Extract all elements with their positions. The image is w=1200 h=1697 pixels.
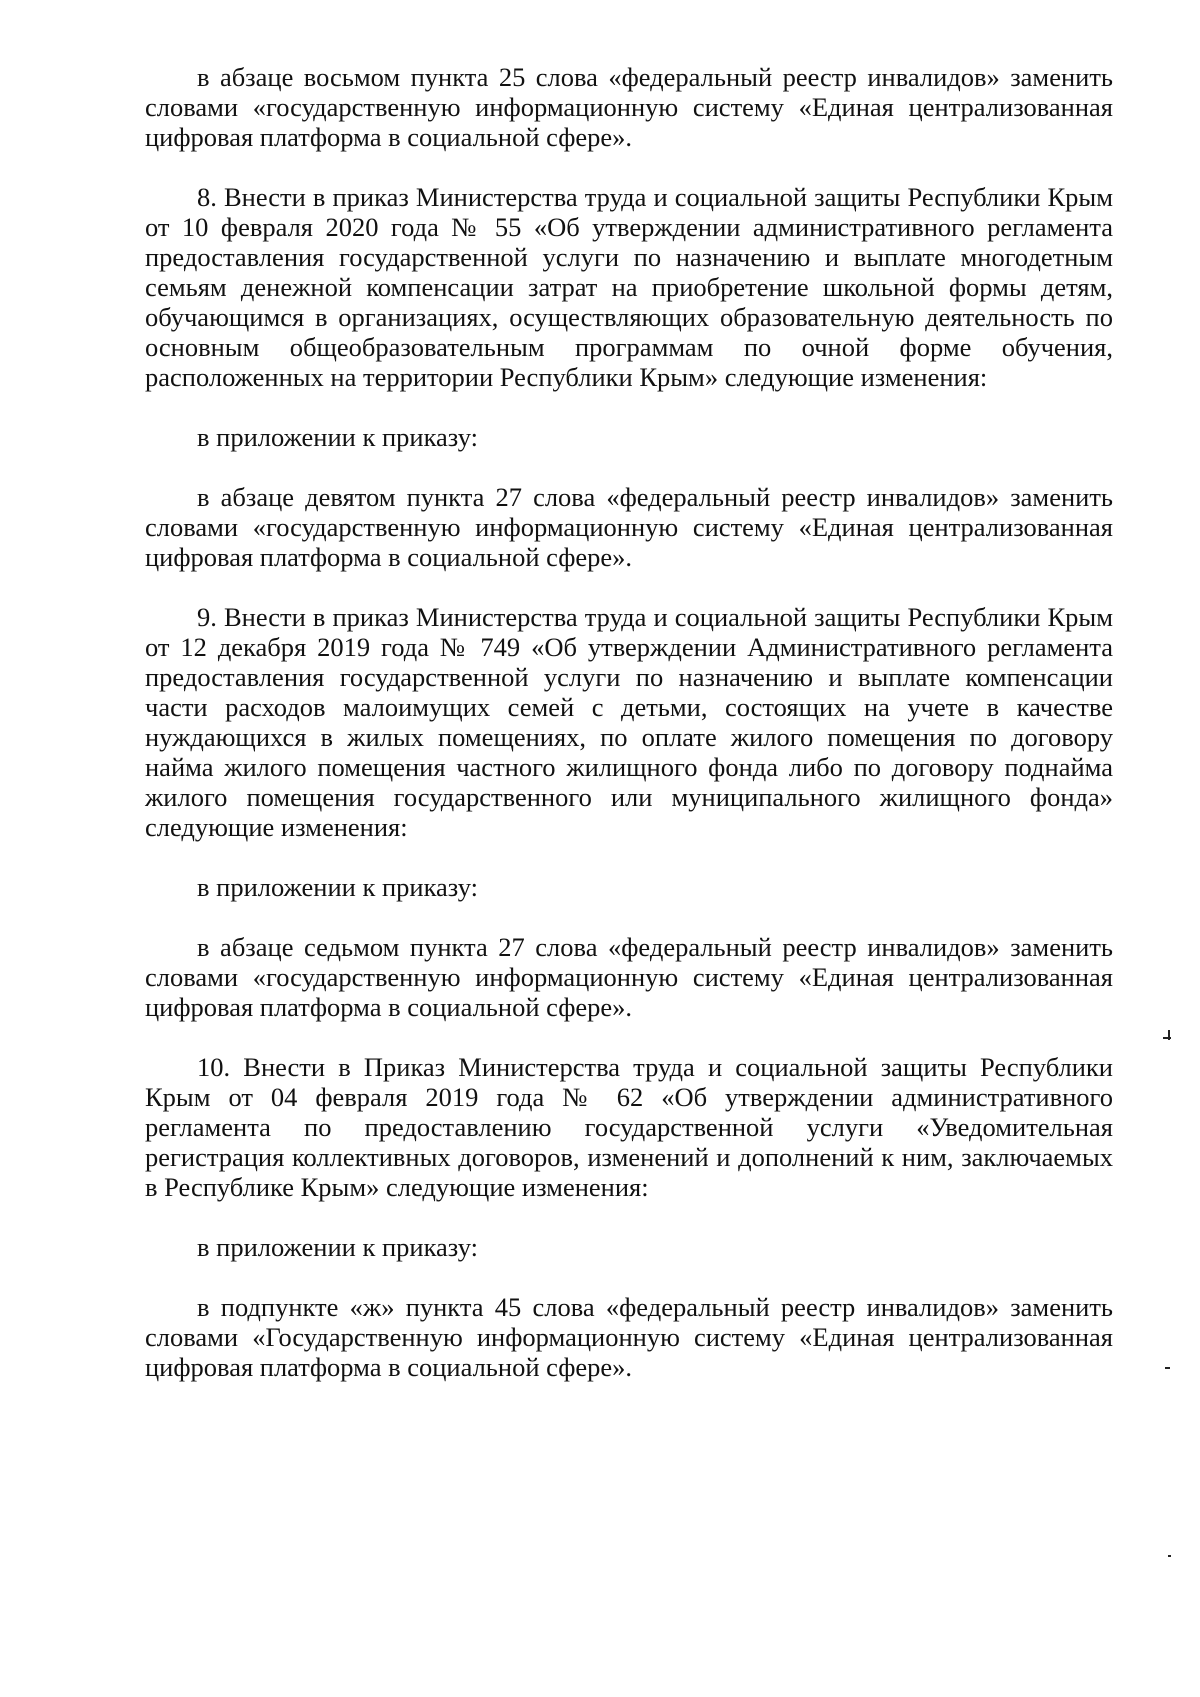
scan-artifact-mark [1165,1367,1170,1369]
paragraph-amendment-27-seventh: в абзаце седьмом пункта 27 слова «федеральный реестр инвалидов» заменить словами «государственную информационную систему «Единая централизованная цифровая платформа в социальной сфере». [145,932,1113,1022]
paragraph-annex-8: в приложении к приказу: [197,422,478,452]
paragraph-item-10: 10. Внести в Приказ Министерства труда и социальной защиты Республики Крым от 04 февраля 2019 года № 62 «Об утверждении административного регламента по предоставлению государственной услуги «Уведомительная регистрация коллективных договоров, изменений и дополнений к ним, заключаемых в Республике Крым» следующие изменения: [145,1052,1113,1202]
paragraph-item-9: 9. Внести в приказ Министерства труда и социальной защиты Республики Крым от 12 декабря 2019 года № 749 «Об утверждении Административного регламента предоставления государственной услуги по назначению и выплате компенсации части расходов малоимущих семей с детьми, состоящих на учете в качестве нуждающихся в жилых помещениях, по оплате жилого помещения по договору найма жилого помещения частного жилищного фонда либо по договору поднайма жилого помещения государственного или муниципального жилищного фонда» следующие изменения: [145,602,1113,842]
paragraph-annex-10: в приложении к приказу: [197,1232,478,1262]
paragraph-amendment-45: в подпункте «ж» пункта 45 слова «федеральный реестр инвалидов» заменить словами «Государственную информационную систему «Единая централизованная цифровая платформа в социальной сфере». [145,1292,1113,1382]
paragraph-annex-9: в приложении к приказу: [197,872,478,902]
paragraph-item-8: 8. Внести в приказ Министерства труда и социальной защиты Республики Крым от 10 февраля 2020 года № 55 «Об утверждении административного регламента предоставления государственной услуги по назначению и выплате многодетным семьям денежной компенсации затрат на приобретение школьной формы детям, обучающимся в организациях, осуществляющих образовательную деятельность по основным общеобразовательным программам по очной форме обучения, расположенных на территории Республики Крым» следующие изменения: [145,182,1113,392]
scan-artifact-mark [1168,1555,1171,1557]
paragraph-amendment-27-ninth: в абзаце девятом пункта 27 слова «федеральный реестр инвалидов» заменить словами «государственную информационную систему «Единая централизованная цифровая платформа в социальной сфере». [145,482,1113,572]
paragraph-amendment-25: в абзаце восьмом пункта 25 слова «федеральный реестр инвалидов» заменить словами «государственную информационную систему «Единая централизованная цифровая платформа в социальной сфере». [145,62,1113,152]
document-body [145,62,1113,1382]
scan-artifact-mark [1163,1037,1171,1039]
